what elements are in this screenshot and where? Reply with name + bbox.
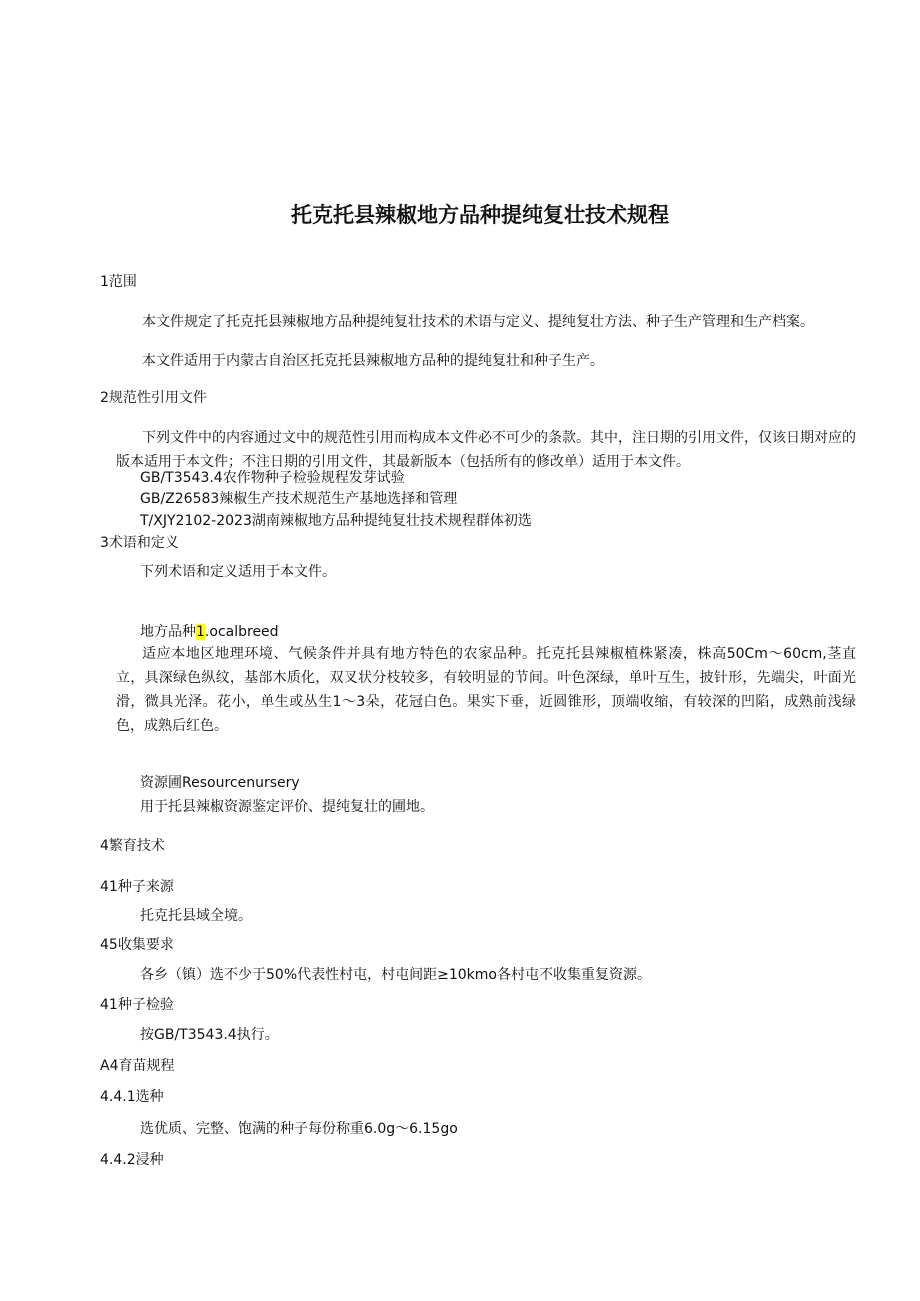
subsection-heading-collection: 45收集要求	[100, 937, 174, 953]
reference-item: T/XJY2102-2023湖南辣椒地方品种提纯复壮技术规程群体初选	[140, 513, 532, 529]
term-local-breed-definition: 适应本地区地理环境、气候条件并具有地方特色的农家品种。托克托县辣椒植株紧凑，株高50Cm〜60cm,茎直立，具深绿色纵纹，基部木质化，双叉状分枝较多，有较明显的节间。叶色深绿，单叶互生，披针形，先端尖，叶面光滑，微具光泽。花小，单生或丛生1〜3朵，花冠白色。果实下垂，近圆锥形，顶端收缩，有较深的凹陷，成熟前浅绿色，成熟后红色。	[116, 646, 856, 734]
seed-selection-text: 选优质、完整、饱满的种子每份称重6.0g〜6.15go	[140, 1121, 458, 1137]
seed-source-text: 托克托县域全境。	[140, 908, 252, 924]
subsection-heading-seed-testing: 41种子检验	[100, 997, 174, 1013]
subsection-heading-seedling: A4育苗规程	[100, 1058, 175, 1074]
section-heading-normative-references: 2规范性引用文件	[100, 390, 207, 406]
terms-intro: 下列术语和定义适用于本文件。	[140, 564, 336, 580]
term-name-prefix: 地方品种	[140, 624, 196, 640]
section-heading-breeding: 4繁育技术	[100, 838, 165, 854]
reference-item: GB/Z26583辣椒生产技术规范生产基地选择和管理	[140, 491, 458, 507]
subsection-heading-seed-selection: 4.4.1选种	[100, 1089, 164, 1105]
seed-testing-text: 按GB/T3543.4执行。	[140, 1027, 279, 1043]
section-heading-scope: 1范围	[100, 274, 137, 290]
section-heading-terms: 3术语和定义	[100, 535, 179, 551]
scope-paragraph-1: 本文件规定了托克托县辣椒地方品种提纯复壮技术的术语与定义、提纯复壮方法、种子生产管理和生产档案。	[142, 314, 814, 330]
reference-item: GB/T3543.4农作物种子检验规程发芽试验	[140, 470, 405, 486]
subsection-heading-seed-source: 41种子来源	[100, 879, 174, 895]
term-resource-nursery: 资源圃Resourcenursery	[140, 775, 300, 791]
term-name-suffix: .ocalbreed	[204, 624, 279, 640]
scope-paragraph-2: 本文件适用于内蒙古自治区托克托县辣椒地方品种的提纯复壮和种子生产。	[142, 353, 604, 369]
references-paragraph: 下列文件中的内容通过文中的规范性引用而构成本文件必不可少的条款。其中，注日期的引用文件，仅该日期对应的版本适用于本文件；不注日期的引用文件，其最新版本（包括所有的修改单）适用于本文件。	[116, 430, 856, 470]
highlighted-text: 1	[196, 624, 205, 640]
subsection-heading-soaking: 4.4.2浸种	[100, 1152, 164, 1168]
collection-text: 各乡（镇）选不少于50%代表性村屯，村屯间距≥10kmo各村屯不收集重复资源。	[140, 967, 651, 983]
term-local-breed	[140, 621, 279, 643]
term-resource-nursery-definition: 用于托县辣椒资源鉴定评价、提纯复壮的圃地。	[140, 799, 434, 815]
document-title: 托克托县辣椒地方品种提纯复壮技术规程	[291, 203, 669, 227]
